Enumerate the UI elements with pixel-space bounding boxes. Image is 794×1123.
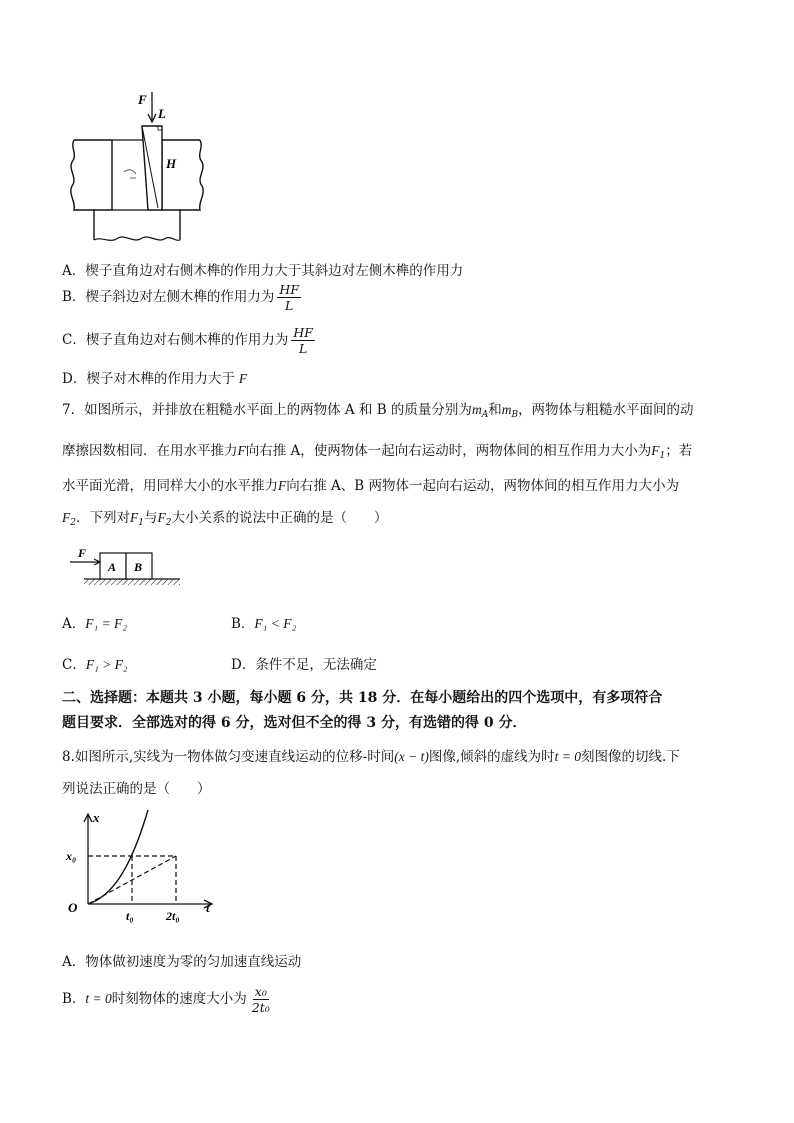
- q8-option-a: A．物体做初速度为零的匀加速直线运动: [62, 954, 302, 970]
- blocks-label-b: B: [134, 560, 143, 574]
- q6-option-b: [62, 282, 301, 313]
- xt-graph: [62, 808, 222, 928]
- q7-option-b: B．F₁ < F₂: [231, 616, 297, 632]
- q7-option-d: D．条件不足，无法确定: [231, 657, 377, 673]
- wedge-label-h: H: [166, 156, 177, 171]
- q6-option-c-fraction: $\frac{HF}{L}$: [293, 325, 313, 356]
- blocks-label-f: F: [78, 546, 87, 560]
- section-2-heading-line-1: 二、选择题：本题共 3 小题，每小题 6 分，共 18 分．在每小题给出的四个选项中，有多项符合: [62, 690, 663, 706]
- wedge-label-f: F: [138, 92, 147, 107]
- q8-line-2: 列说法正确的是（ ）: [62, 781, 211, 797]
- q6-option-c-text: C．楔子直角边对右侧木榫的作用力为: [62, 332, 289, 348]
- wedge-tenon-figure: [62, 88, 212, 248]
- q7-option-c: C．F₁ > F₂: [62, 657, 128, 673]
- q8-option-b: B．t = 0时刻物体的速度大小为 $\frac{\text{x₀}}{\text{2t₀}}$: [62, 984, 270, 1015]
- q8-line-1: 8.如图所示,实线为一物体做匀变速直线运动的位移-时间(x − t)图像,倾斜的虚线为时t = 0刻图像的切线.下: [62, 749, 680, 765]
- q6-option-b-text: B．楔子斜边对左侧木榫的作用力为: [62, 289, 275, 305]
- q6-option-c: [62, 325, 315, 356]
- graph-axis-x-label: t: [206, 900, 210, 915]
- graph-axis-y-label: x: [93, 810, 100, 825]
- graph-2t0-label: 2t₀: [166, 909, 180, 923]
- q8-option-b-fraction: $\frac{\text{x₀}}{\text{2t₀}}$: [251, 984, 270, 1015]
- q7-line-2: 摩擦因数相同．在用水平推力F向右推 A，使两物体一起向右运动时，两物体间的相互作用力大小为$F_1$；若: [62, 443, 693, 461]
- q6-option-d: D．楔子对木榫的作用力大于 F: [62, 371, 248, 387]
- q7-line-1: 7．如图所示，并排放在粗糙水平面上的两物体 A 和 B 的质量分别为$m_A$和$m_B$，两物体与粗糙水平面间的动: [62, 402, 694, 420]
- q7-line-3: 水平面光滑，用同样大小的水平推力F向右推 A、B 两物体一起向右运动，两物体间的相互作用力大小为: [62, 478, 680, 494]
- q7-option-a: A．F₁ = F₂: [62, 616, 127, 632]
- wedge-label-l: L: [158, 106, 166, 121]
- blocks-label-a: A: [108, 560, 117, 574]
- graph-t0-label: t₀: [126, 909, 134, 923]
- q7-line-4: $F_2$．下列对$F_1$与$F_2$大小关系的说法中正确的是（ ）: [62, 510, 388, 528]
- blocks-ab-figure: [66, 545, 182, 587]
- q6-option-a: A．楔子直角边对右侧木榫的作用力大于其斜边对左侧木榫的作用力: [62, 263, 464, 279]
- graph-x0-label: x₀: [66, 849, 77, 863]
- graph-origin-label: O: [68, 900, 78, 915]
- section-2-heading-line-2: 题目要求．全部选对的得 6 分，选对但不全的得 3 分，有选错的得 0 分．: [62, 715, 527, 731]
- q6-option-b-fraction: $\frac{HF}{L}$: [279, 282, 299, 313]
